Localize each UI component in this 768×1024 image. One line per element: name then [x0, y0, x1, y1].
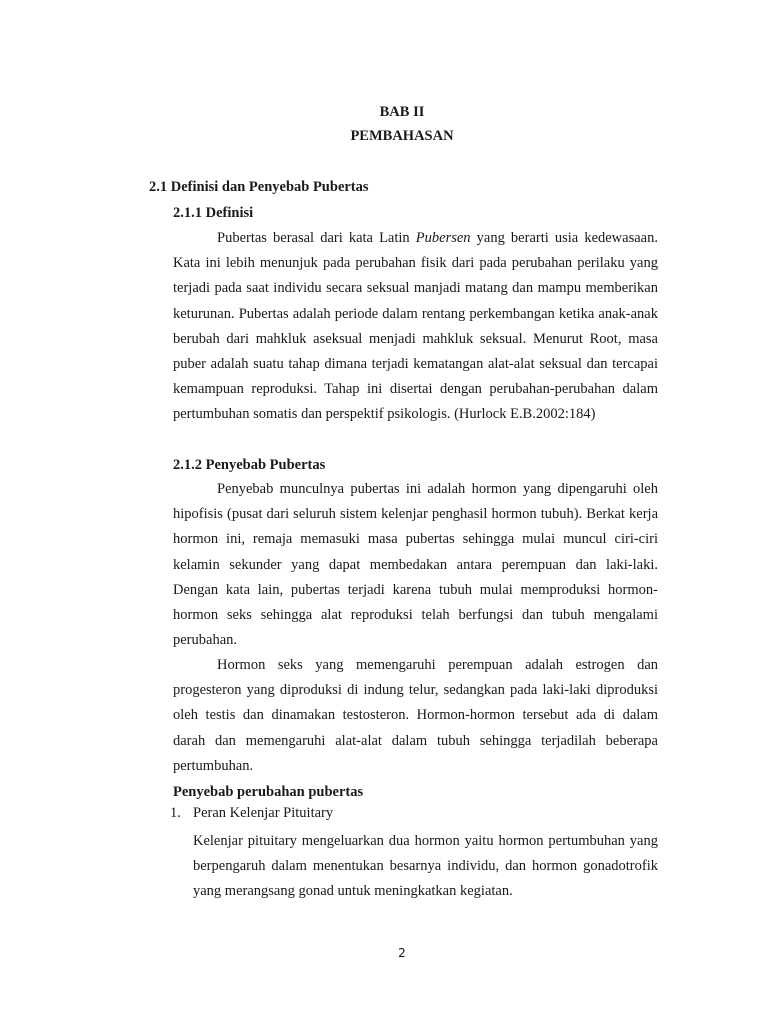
paragraph-text: Pubertas berasal dari kata Latin — [217, 230, 416, 246]
paragraph-text: yang berarti usia kedewasaan. Kata ini lebih menunjuk pada perubahan fisik dari pada perubahan perilaku yang terjadi pada saat individu secara seksual manjadi matang dan mampu memberikan keturunan. Pubertas adalah periode dalam rentang perkembangan ketika anak-anak berubah dari mahkluk aseksual menjadi mahkluk seksual. Menurut Root, masa puber adalah suatu tahap dimana terjadi kematangan alat-alat seksual dan tercapai kemampuan reproduksi. Tahap ini disertai dengan perubahan-perubahan dalam pertumbuhan somatis dan perspektif psikologis. (Hurlock E.B.2002:184) — [173, 230, 658, 423]
subheading-penyebab-perubahan: Penyebab perubahan pubertas — [173, 784, 364, 800]
list-item — [170, 805, 333, 822]
list-item-paragraph: Kelenjar pituitary mengeluarkan dua hormon yaitu hormon pertumbuhan yang berpengaruh dalam menentukan besarnya individu, dan hormon gonadotrofik yang merangsang gonad untuk meningkatkan kegiatan. — [193, 833, 658, 900]
section-heading-2-1: 2.1 Definisi dan Penyebab Pubertas — [149, 179, 369, 195]
paragraph-hormon-seks: Hormon seks yang memengaruhi perempuan adalah estrogen dan progesteron yang diproduksi di indung telur, sedangkan pada laki-laki diproduksi oleh testis dan dinamakan testosteron. Hormon-hormon tersebut ada di dalam darah dan memengaruhi alat-alat dalam tubuh sehingga terjadilah beberapa pertumbuhan. — [173, 657, 658, 774]
paragraph-definisi — [173, 226, 658, 428]
subsection-heading-2-1-1: 2.1.1 Definisi — [173, 205, 254, 221]
italic-term: Pubersen — [415, 230, 471, 246]
subsection-heading-2-1-2: 2.1.2 Penyebab Pubertas — [173, 457, 326, 473]
list-item-number: 1. — [170, 805, 181, 821]
list-item-label: Peran Kelenjar Pituitary — [193, 805, 334, 821]
page-number: 2 — [398, 946, 406, 960]
paragraph-penyebab: Penyebab munculnya pubertas ini adalah hormon yang dipengaruhi oleh hipofisis (pusat dari seluruh sistem kelenjar penghasil hormon tubuh). Berkat kerja hormon ini, remaja memasuki masa pubertas sehingga mulai muncul ciri-ciri kelamin sekunder yang dapat membedakan antara perempuan dan laki-laki. Dengan kata lain, pubertas terjadi karena tubuh mulai memproduksi hormon-hormon seks sehingga alat reproduksi telah berfungsi dan tubuh mengalami perubahan. — [173, 481, 658, 649]
chapter-number: BAB II — [379, 104, 425, 120]
chapter-title: PEMBAHASAN — [350, 128, 454, 144]
